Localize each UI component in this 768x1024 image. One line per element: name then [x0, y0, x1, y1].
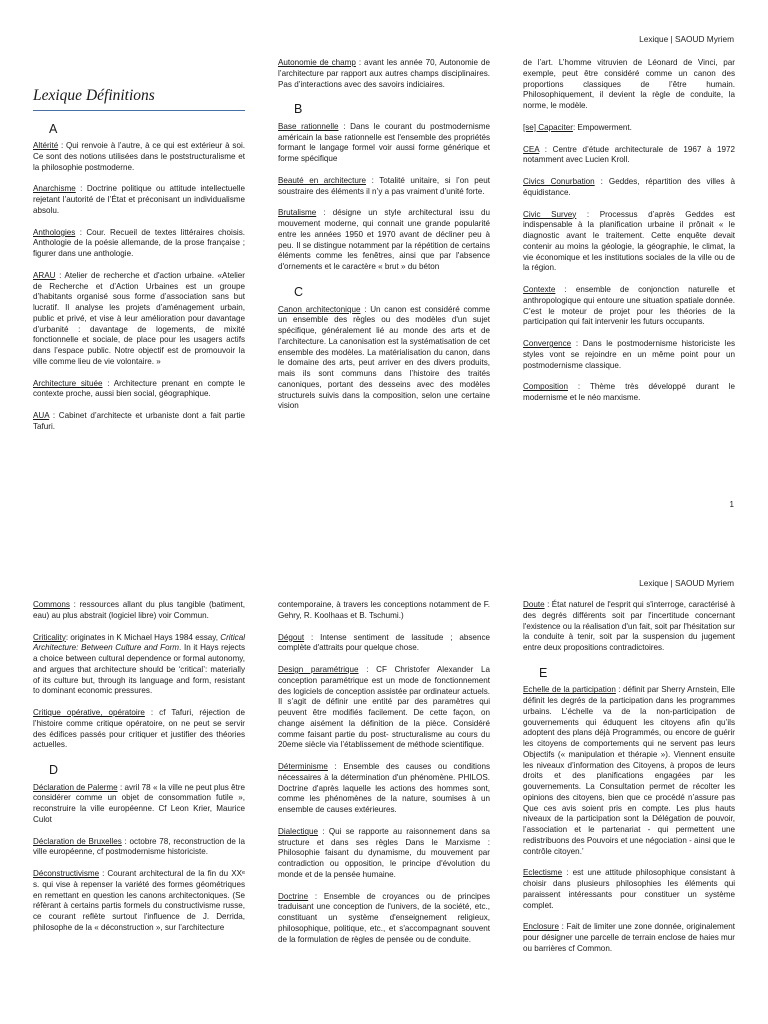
column-2 [278, 600, 490, 956]
glossary-entry [278, 665, 490, 751]
glossary-entry [523, 285, 735, 328]
entry-definition: : Dans le postmodernisme historiciste les styles vont se rejoindre en un même point pour un postmodernisme classique. [523, 339, 735, 370]
entry-definition: : Architecture prenant en compte le contexte proche, aussi bien social, géographique. [33, 378, 246, 399]
glossary-entry [33, 379, 245, 401]
glossary-entry [33, 869, 245, 934]
entry-definition: : ensemble de conjonction naturelle et anthropologique qui entoure une situation spatiale donnée. C’est le moteur de projet pour les théories de la participation qui fait intervenir les futurs occupants. [523, 285, 735, 327]
section-letter: E [539, 665, 548, 680]
entry-term: Beauté en architecture [278, 175, 367, 185]
entry-term: Doctrine [278, 891, 309, 901]
entry-definition: contemporaine, à travers les conceptions notamment de F. Gehry, R. Koolhaas et B. Tschumi.) [278, 600, 490, 620]
glossary-entry [523, 685, 735, 857]
column-3 [523, 600, 735, 966]
column-2 [278, 58, 490, 423]
entry-definition: : Doctrine politique ou attitude intellectuelle rejetant l’autorité de l’État et préconisant un individualisme absolu. [33, 184, 245, 215]
entry-term: Contexte [523, 285, 556, 294]
entry-definition: : Totalité unitaire, si l’on peut soustraire des éléments il n’y a pas vraiment d’unité forte. [278, 175, 490, 196]
glossary-entry [278, 58, 490, 90]
glossary-entry [33, 184, 245, 216]
entry-definition: : Empowerment. [572, 122, 632, 132]
section-letter: C [294, 284, 304, 299]
glossary-entry [33, 783, 245, 826]
glossary-entry [523, 145, 735, 167]
entry-term: Design paramétrique [278, 665, 359, 674]
column-1 [33, 58, 245, 444]
glossary-entry [33, 837, 245, 859]
entry-term: Civic Survey [523, 209, 577, 219]
entry-definition: : CF Christofer Alexander La conception paramétrique est un mode de fonctionnement des logiciels de conception assistée par ordinateur actuels. Il s’agit de définir une entité par des paramètres qui peuvent être modifiés facilement. De cette façon, on change aisément la définition de la pièce. Considéré comme faisant partie du post- structuralisme au cours du 20eme siècle via l’établissement de méthode scientifique. [278, 665, 490, 750]
glossary-entry [33, 141, 245, 173]
glossary-entry [523, 58, 735, 112]
glossary-entry [278, 600, 490, 622]
entry-term: Enclosure [523, 922, 559, 932]
column-1 [33, 600, 245, 945]
entry-term: Composition [523, 382, 568, 392]
entry-definition: : Atelier de recherche et d'action urbaine. «Atelier de Recherche et d’Action Urbaines est un groupe d’habitants organisé sous forme d’association sans but lucratif. Il analyse les projets d’aménagement urbain, public et privé, et vise à leur amélioration pour davantage d’urbanité : davantage de logements, de mixité fonctionnelle et sociale, de place pour les usagers actifs dans l’espace public. Notre objectif est de promouvoir la ville comme lieu de vie volontaire. » [33, 270, 245, 366]
glossary-entry [278, 633, 490, 655]
entry-term: Déconstructivisme [33, 869, 100, 879]
entry-definition: : État naturel de l'esprit qui s'interroge, caractérisé à des degrés différents soit par l'incertitude concernant l'existence ou la réalisation d'un fait, soit par l'hésitation sur la conduite à tenir, soit par la suspension du jugement entre deux propositions contradictoires. [523, 600, 735, 652]
entry-term: ARAU [33, 270, 56, 280]
entry-term: Altérité [33, 141, 59, 151]
entry-term: Echelle de la participation [523, 685, 616, 695]
entry-term: Anthologies [33, 227, 76, 237]
entry-definition: : Centre d’étude architecturale de 1967 à 1972 notamment avec Lucien Kroll. [523, 144, 735, 165]
glossary-entry [278, 208, 490, 273]
entry-definition: : cf Tafuri, réjection de l’histoire comme critique opératoire, on ne peut se servir des édifices passés pour critiquer et justifier des théories actuelles. [33, 708, 245, 750]
entry-definition: : Un canon est considéré comme un ensemble des règles ou des modèles d'un sujet spécifique, généralement lié au monde des arts et de l’architecture. La canonisation est la systématisation de cet ensemble des modèles. La matérialisation du canon, dans le domaine des arts, peut arriver en des divers produits, mais ils sont communs dans l’histoire des traités canoniques, portant des desseins avec des modèles structurels suivis dans la composition, selon une certaine vision [278, 304, 490, 411]
entry-term: CEA [523, 144, 540, 154]
entry-definition: de l’art. L’homme vitruvien de Léonard de Vinci, par exemple, peut être considéré comme un canon des proportions classiques de l’être humain. Philosophiquement, il devient la règle de conduite, la norme, le modèle. [523, 58, 735, 110]
glossary-entry [523, 339, 735, 371]
entry-term: Criticality [33, 632, 66, 642]
glossary-entry [33, 228, 245, 260]
entry-term: Dégout [278, 632, 305, 642]
column-3 [523, 58, 735, 415]
glossary-entry [33, 600, 245, 622]
glossary-entry [33, 708, 245, 751]
entry-term: [se] Capaciter [523, 122, 573, 132]
entry-term: Déterminisme [278, 762, 328, 771]
section-letter: B [294, 102, 303, 117]
entry-term: Canon architectonique [278, 304, 361, 314]
glossary-entry [523, 177, 735, 199]
glossary-entry [523, 868, 735, 911]
entry-definition: : Intense sentiment de lassitude ; absence complète d'attraits pour quelque chose. [278, 632, 490, 653]
entry-term: Déclaration de Bruxelles [33, 836, 122, 846]
entry-definition: : Qui se rapporte au raisonnement dans sa structure et dans ses règles Dans le Marxisme : Philosophie faisant du dynamisme, du mouvement par contradiction ou opposition, le principe d'évolution du monde et de la pensée humaine. [278, 826, 490, 879]
entry-definition: : avant les année 70, Autonomie de l’architecture par rapport aux autres champs disciplinaires. Pas d’interactions avec des savoirs indiciaires. [278, 58, 490, 89]
glossary-entry [33, 271, 245, 368]
document-title: Lexique Définitions [33, 86, 245, 111]
entry-term: Critique opérative, opératoire [33, 708, 145, 717]
entry-definition: : Qui renvoie à l’autre, à ce qui est extérieur à soi. Ce sont des notions utilisées dans le poststructuralisme et la philosophie postmoderne. [33, 141, 245, 172]
glossary-entry [523, 382, 735, 404]
entry-definition: : Processus d’après Geddes est indispensable à la planification urbaine il prônait « le diagnostic avant le traitement. Cette enquête devait contenir au moins la géologie, la géographie, le climat, la vie économique et les institutions sociales de la ville ou de la région. [523, 209, 736, 273]
entry-definition: : Cabinet d’architecte et urbaniste dont a fait partie Tafuri. [33, 411, 245, 431]
entry-term: Brutalisme [278, 208, 317, 218]
page-header: Lexique | SAOUD Myriem [639, 34, 734, 44]
entry-definition: : définit par Sherry Arnstein, Elle définit les degrés de la participation dans les programmes urbains. L’échelle va de la non-participation de gouvernements qui éduquent les citoyens afin qu’ils adoptent des plans déjà Programmés, ou encore de guérir les citoyens de comportements qui ne servent pas leurs Objectifs (« manipulation et thérapie »). Viennent ensuite les niveaux d’information des Citoyens, à propos de leurs droits et des planifications engagées par les gouvernements. La Consultation permet de récolter les opinions des citoyens, bien que ce procédé n’assure pas Que ces avis soient pris en compte. Les plus hauts niveaux de la participation sont la Délégation de pouvoir, l’association et le partenariat - qui permettent une redistribuons des Pouvoirs et une négociation - ainsi que le contrôle citoyen.’ [523, 685, 735, 856]
entry-term: Civics Conurbation [523, 177, 595, 186]
entry-term: Déclaration de Palerme [33, 782, 118, 792]
glossary-entry [278, 827, 490, 881]
entry-definition: : Ensemble des causes ou conditions nécessaires à la détermination d'un phénomène. PHILOS. Doctrine d'après laquelle les actions des hommes sont, comme les phénomènes de la nature, soumises à un ensemble de causes extérieures. [278, 762, 490, 814]
section-letter: D [49, 763, 59, 777]
page-number: 1 [729, 500, 734, 509]
entry-term: AUA [33, 411, 50, 421]
glossary-entry [523, 210, 735, 275]
entry-definition: : octobre 78, reconstruction de la ville européenne, cf postmodernisme historiciste. [33, 836, 245, 857]
entry-definition: : Courant architectural de la fin du XXᵉ s. qui vise à repenser la variété des formes géométriques en remettant en question les canons architectoniques. (Se réfèrant à certains partis formels du constructivisme russe, ce courant reflète surtout l'influence de J. Derrida, philosophe de la « déconstruction », sur l’architecture [33, 869, 245, 932]
page-header: Lexique | SAOUD Myriem [639, 578, 734, 588]
entry-definition: : Dans le courant du postmodernisme américain la base rationnelle est l'ensemble des propriétés formant le langage formel voir aussi forme générique et forme spécifique [278, 121, 490, 164]
page-2 [0, 562, 768, 1024]
entry-definition: : Ensemble de croyances ou de principes traduisant une conception de l'univers, de la société, etc., constituant un système d'enseignement religieux, philosophique, politique, etc., et s'accompagnant souvent de la formulation de règles de pensée ou de conduite. [278, 891, 490, 944]
glossary-entry [278, 762, 490, 816]
section-letter: A [49, 121, 58, 136]
entry-definition: : Geddes, répartition des villes à équidistance. [523, 177, 735, 197]
entry-term: Architecture située [33, 378, 103, 388]
entry-definition: : désigne un style architectural issu du mouvement moderne, qui connait une grande popularité entre les années 1950 et 1970 avant de décliner peu à peu. Il se distingue notamment par la répétition de certains éléments comme les fenêtres, ainsi que par l'absence d'ornements et le caractère « brut » du béton [278, 208, 490, 272]
entry-definition: : ressources allant du plus tangible (batiment, eau) au plus abstrait (logiciel libre) voir Commun. [33, 600, 245, 620]
glossary-entry [278, 892, 490, 946]
entry-citation-title: Critical Architecture: Between Culture and Form [33, 632, 245, 653]
entry-term: Commons [33, 600, 70, 609]
entry-definition: : Cour. Recueil de textes littéraires choisis. Anthologie de la poésie allemande, de la prose française ; figurer dans une anthologie. [33, 227, 245, 259]
entry-term: Convergence [523, 339, 572, 348]
glossary-entry [278, 176, 490, 198]
glossary-entry [278, 122, 490, 165]
glossary-entry [523, 600, 735, 654]
glossary-entry [33, 633, 245, 698]
entry-term: Anarchisme [33, 184, 76, 194]
entry-term: Dialectique [278, 826, 319, 836]
entry-definition: : avril 78 « la ville ne peut plus être considérer comme un objet de consommation futile », reconstruire la ville européenne. Cf Leon Krier, Maurice Culot [33, 782, 245, 824]
glossary-entry [523, 123, 735, 134]
page-separator [0, 540, 768, 562]
entry-definition: : est une attitude philosophique consistant à choisir dans plusieurs philosophies les éléments qui paraissent intéressants pour constituer un système complet. [523, 868, 735, 910]
entry-term: Eclectisme [523, 868, 563, 878]
glossary-entry [523, 922, 735, 954]
entry-term: Base rationnelle [278, 121, 339, 131]
entry-definition: : Fait de limiter une zone donnée, originalement pour désigner une parcelle de terrain enclose de haies mur ou barrières cf Common. [523, 922, 735, 953]
entry-definition: : originates in K Michael Hays 1984 essay, [65, 632, 221, 642]
entry-term: Autonomie de champ [278, 58, 356, 67]
entry-term: Doute [523, 600, 545, 609]
glossary-entry [33, 411, 245, 433]
entry-definition: : Thème très développé durant le modernisme et le néo marxisme. [523, 382, 735, 402]
entry-definition-tail: . In it Hays rejects a choice between cultural dependence or formal autonomy, and argues that architecture should be ‘critical’: materially of its culture but, through its language and form, resistant to dominant economic pressures. [33, 643, 245, 696]
glossary-entry [278, 305, 490, 413]
